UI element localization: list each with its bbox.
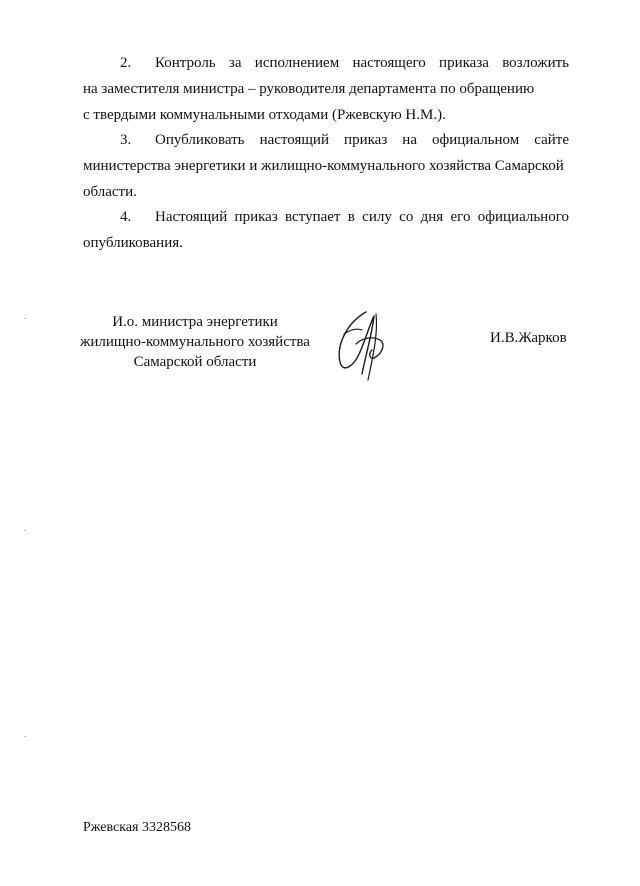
signatory-title-line: И.о. министра энергетики: [112, 314, 278, 330]
paragraph-number: 2.: [120, 55, 132, 71]
handwritten-signature-image: [326, 304, 396, 384]
paragraph-2: [83, 50, 569, 128]
paragraph-text-line: Опубликовать настоящий приказ на официальном сайте: [155, 132, 569, 148]
scan-artifact: [24, 736, 26, 737]
signature-block: [60, 312, 580, 382]
paragraph-text-line: на заместителя министра – руководителя департамента по обращению: [83, 81, 535, 97]
executor-note: Ржевская 3328568: [83, 820, 191, 835]
signatory-title-line: жилищно-коммунального хозяйства: [80, 334, 310, 350]
signatory-title: [75, 312, 315, 372]
paragraph-3: [83, 127, 569, 205]
paragraph-first-line: [83, 50, 569, 76]
paragraph-text-line: Настоящий приказ вступает в силу со дня его официального: [155, 209, 569, 225]
scan-artifact: [24, 530, 26, 531]
paragraph-number: 4.: [120, 209, 132, 225]
signatory-title-line: Самарской области: [133, 354, 257, 370]
paragraph-text-line: с твердыми коммунальными отходами (Ржевскую Н.М.).: [83, 107, 446, 123]
paragraph-text-line: министерства энергетики и жилищно-коммунального хозяйства Самарской: [83, 158, 564, 174]
paragraph-number: 3.: [120, 132, 132, 148]
scan-artifact: [24, 318, 26, 319]
signatory-name: И.В.Жарков: [490, 330, 567, 346]
paragraph-first-line: [83, 127, 569, 153]
paragraph-text-line: области.: [83, 184, 137, 200]
paragraph-text-line: Контроль за исполнением настоящего приказа возложить: [155, 55, 569, 71]
paragraph-text-line: опубликования.: [83, 235, 183, 251]
paragraph-first-line: [83, 204, 569, 230]
paragraph-4: [83, 204, 569, 256]
